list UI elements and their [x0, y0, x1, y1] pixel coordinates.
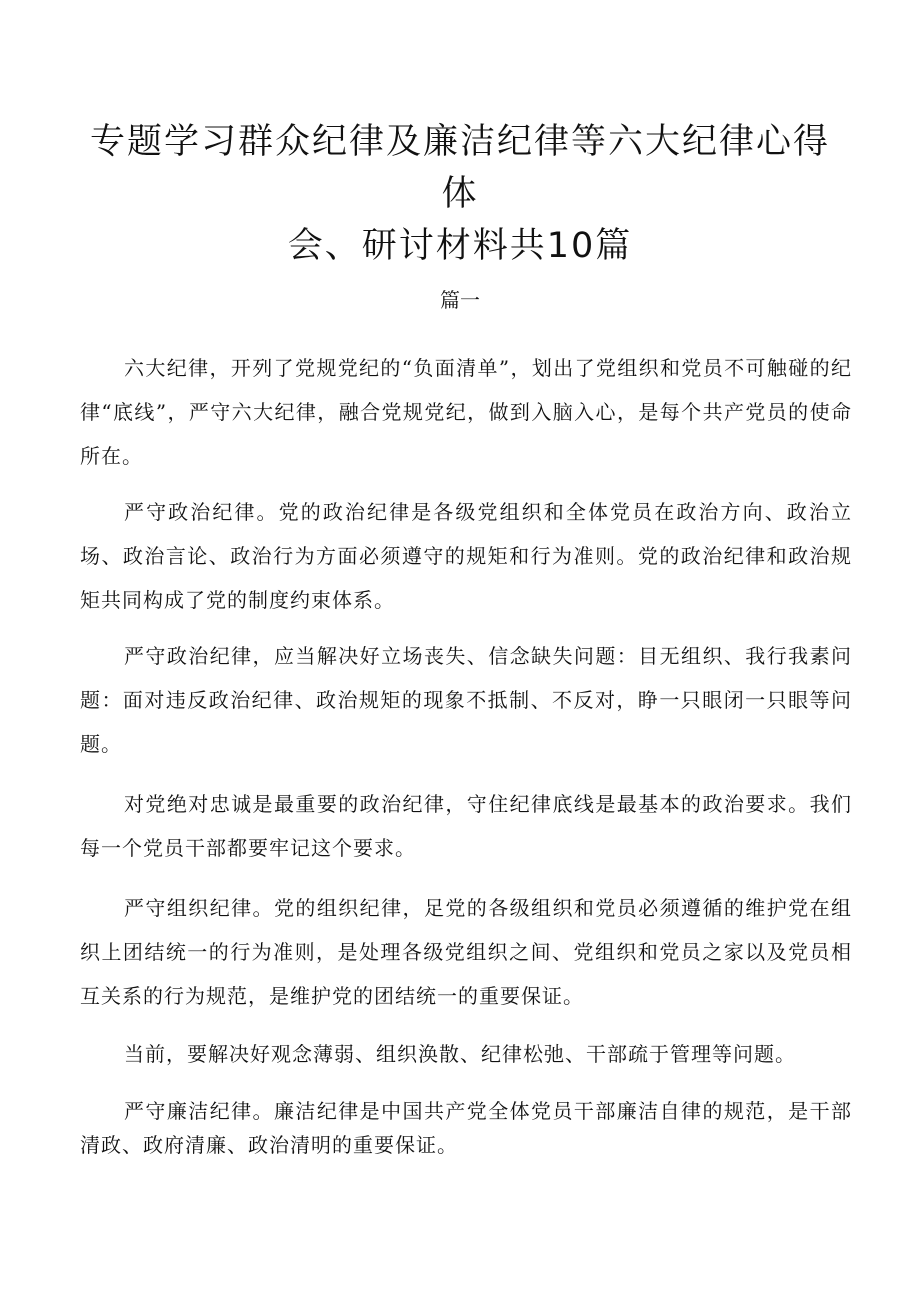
paragraph-5: 严守组织纪律。党的组织纪律，足党的各级组织和党员必须遵循的维护党在组织上团结统一的行为准则，是处理各级党组织之间、党组织和党员之家以及党员相互关系的行为规范，是维护党的团结统一的重要保证。 — [80, 896, 852, 1008]
document-title-line-2: 会、研讨材料共10篇 — [287, 226, 633, 266]
section-heading: 篇一 — [440, 288, 480, 312]
paragraph-4: 对党绝对忠诚是最重要的政治纪律，守住纪律底线是最基本的政治要求。我们每一个党员干部都要牢记这个要求。 — [80, 792, 852, 860]
paragraph-1: 六大纪律，开列了党规党纪的“负面清单”，划出了党组织和党员不可触碰的纪律“底线”，严守六大纪律，融合党规党纪，做到入脑入心，是每个共产党员的使命所在。 — [80, 356, 852, 468]
paragraph-3: 严守政治纪律，应当解决好立场丧失、信念缺失问题：目无组织、我行我素问题：面对违反政治纪律、政治规矩的现象不抵制、不反对，睁一只眼闭一只眼等问题。 — [80, 644, 852, 756]
paragraph-7: 严守廉洁纪律。廉洁纪律是中国共产党全体党员干部廉洁自律的规范，是干部清政、政府清廉、政治清明的重要保证。 — [80, 1099, 852, 1157]
paragraph-6: 当前，要解决好观念薄弱、组织涣散、纪律松弛、干部疏于管理等问题。 — [124, 1042, 796, 1066]
document-title-line-1: 专题学习群众纪律及廉洁纪律等六大纪律心得体 — [90, 122, 831, 214]
document-title — [90, 116, 830, 272]
paragraph-2: 严守政治纪律。党的政治纪律是各级党组织和全体党员在政治方向、政治立场、政治言论、政治行为方面必须遵守的规矩和行为准则。党的政治纪律和政治规矩共同构成了党的制度约束体系。 — [80, 500, 852, 612]
